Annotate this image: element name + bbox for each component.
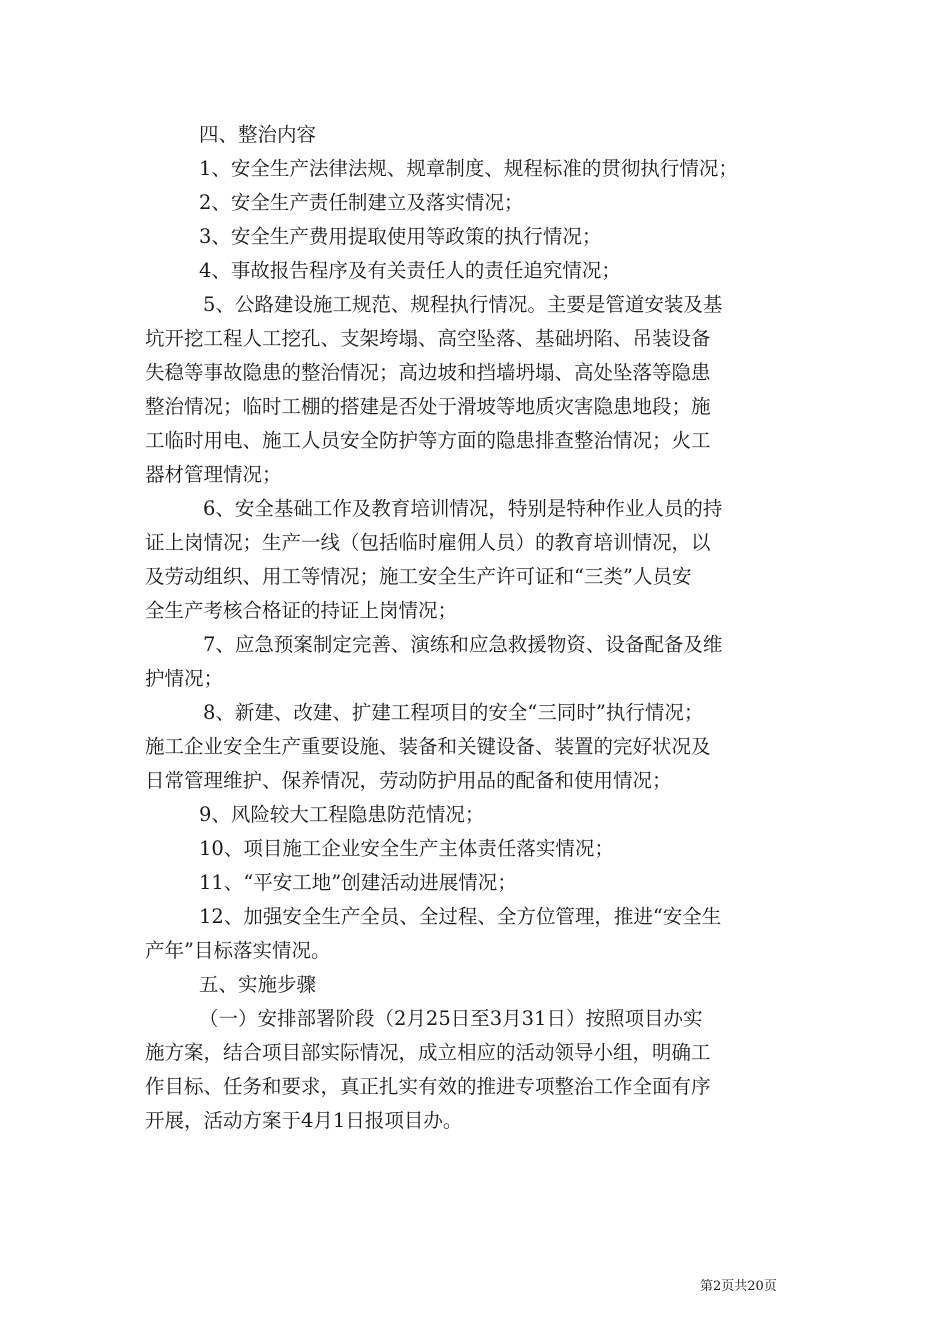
list-item-8-line-2: 施工企业安全生产重要设施、装备和关键设备、装置的完好状况及 xyxy=(145,735,711,758)
list-item-4: 4、事故报告程序及有关责任人的责任追究情况； xyxy=(199,259,621,282)
list-item-3: 3、安全生产费用提取使用等政策的执行情况； xyxy=(199,225,602,248)
list-item-2: 2、安全生产责任制建立及落实情况； xyxy=(199,191,524,214)
list-item-12-line-2: 产年”目标落实情况。 xyxy=(145,939,331,962)
list-item-5-line-6: 器材管理情况； xyxy=(145,463,282,486)
list-item-6-line-4: 全生产考核合格证的持证上岗情况； xyxy=(145,599,458,622)
list-item-8-line-1: 8、新建、改建、扩建工程项目的安全“三同时”执行情况； xyxy=(203,701,704,724)
list-item-6-line-1: 6、安全基础工作及教育培训情况，特别是特种作业人员的持 xyxy=(203,497,723,520)
list-item-5-line-5: 工临时用电、施工人员安全防护等方面的隐患排查整治情况；火工 xyxy=(145,429,711,452)
list-item-5-line-2: 坑开挖工程人工挖孔、支架垮塌、高空坠落、基础坍陷、吊装设备 xyxy=(145,327,711,350)
list-item-6-line-2: 证上岗情况；生产一线（包括临时雇佣人员）的教育培训情况，以 xyxy=(145,531,711,554)
list-item-5-line-3: 失稳等事故隐患的整治情况；高边坡和挡墙坍塌、高处坠落等隐患 xyxy=(145,361,711,384)
list-item-11: 11、“平安工地”创建活动进展情况； xyxy=(199,871,517,894)
step-1-line-3: 作目标、任务和要求，真正扎实有效的推进专项整治工作全面有序 xyxy=(145,1075,711,1098)
list-item-12-line-1: 12、加强安全生产全员、全过程、全方位管理，推进“安全生 xyxy=(199,905,722,928)
list-item-7-line-1: 7、应急预案制定完善、演练和应急救援物资、设备配备及维 xyxy=(203,633,723,656)
step-1-line-2: 施方案，结合项目部实际情况，成立相应的活动领导小组，明确工 xyxy=(145,1041,711,1064)
list-item-7-line-2: 护情况； xyxy=(145,667,224,690)
page-indicator: 第2页共20页 xyxy=(700,1279,777,1294)
list-item-10: 10、项目施工企业安全生产主体责任落实情况； xyxy=(199,837,614,860)
section-heading-5: 五、实施步骤 xyxy=(199,973,317,996)
step-1-line-4: 开展，活动方案于4月1日报项目办。 xyxy=(145,1109,463,1132)
list-item-1: 1、安全生产法律法规、规章制度、规程标准的贯彻执行情况； xyxy=(199,157,738,180)
list-item-8-line-3: 日常管理维护、保养情况，劳动防护用品的配备和使用情况； xyxy=(145,769,672,792)
document-body xyxy=(145,118,810,1138)
list-item-5-line-1: 5、公路建设施工规范、规程执行情况。主要是管道安装及基 xyxy=(203,293,723,316)
list-item-6-line-3: 及劳动组织、用工等情况；施工安全生产许可证和“三类”人员安 xyxy=(145,565,692,588)
section-heading-4: 四、整治内容 xyxy=(199,123,317,146)
list-item-9: 9、风险较大工程隐患防范情况； xyxy=(199,803,485,826)
list-item-5-line-4: 整治情况；临时工棚的搭建是否处于滑坡等地质灾害隐患地段；施 xyxy=(145,395,711,418)
step-1-line-1: （一）安排部署阶段（2月25日至3月31日）按照项目办实 xyxy=(199,1007,703,1030)
